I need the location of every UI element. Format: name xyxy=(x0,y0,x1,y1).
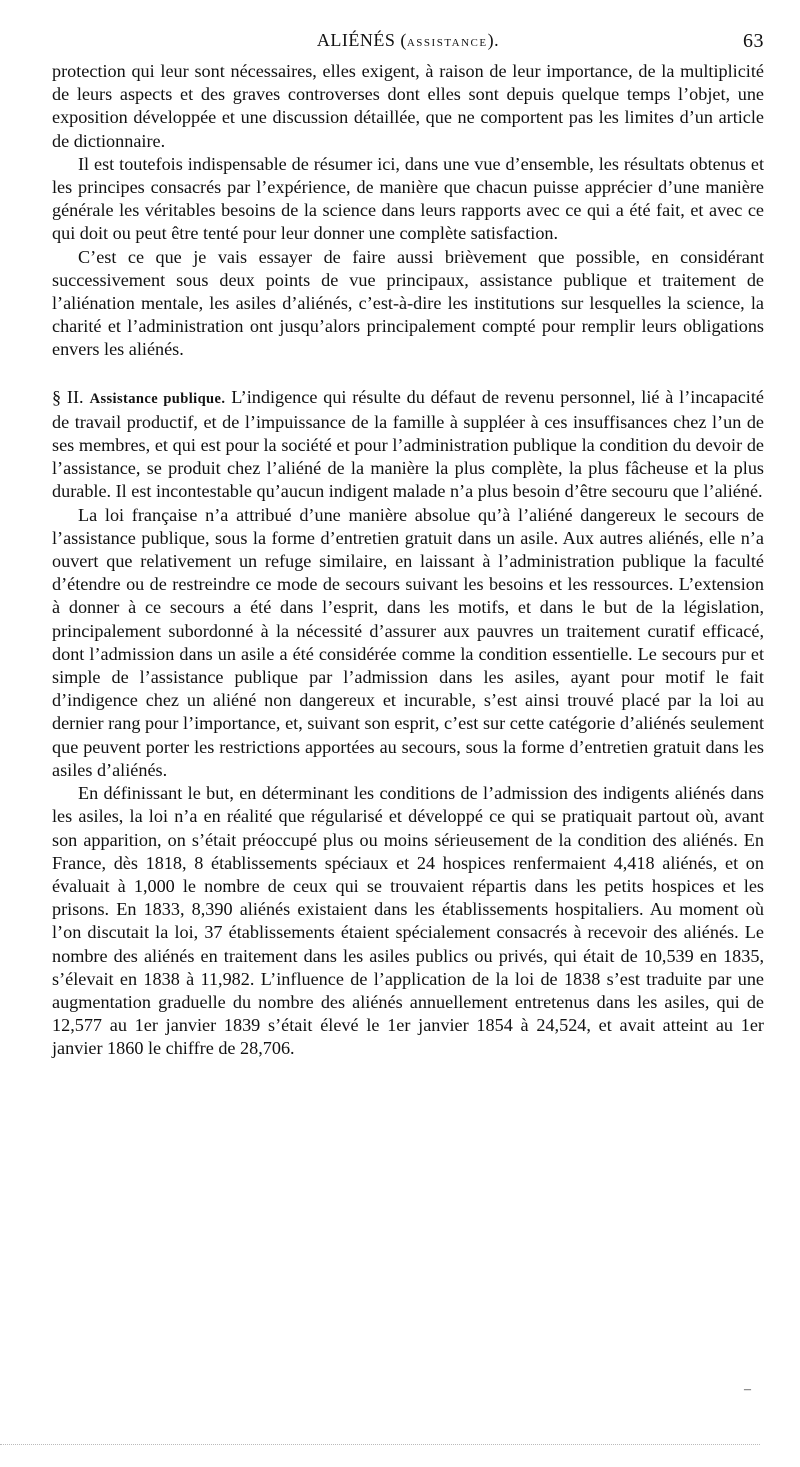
section-number: § II. xyxy=(52,386,84,407)
page-number: 63 xyxy=(743,30,764,52)
section-intro-text: L’indigence qui résulte du défaut de revenu personnel, lié à l’incapacité de travail productif, et de l’impuissance de la famille à suppléer à ces insuffisances chez l’un de ses membres, et qui est pour la société et pour l’administration publique la condition du devoir de l’assistance, se produit chez l’aliéné de la manière la plus complète, la plus fâcheuse et la plus durable. Il est incontestable qu’aucun indigent malade n’a plus besoin d’être secouru que l’aliéné. xyxy=(52,386,764,502)
paragraph: protection qui leur sont nécessaires, elles exigent, à raison de leur importance, de la multiplicité de leurs aspects et des graves controverses dont elles sont depuis quelque temps l’objet, une exposition développée et une discussion détaillée, que ne comportent pas les limites d’un article de dictionnaire. xyxy=(52,61,764,151)
stray-mark: – xyxy=(744,1382,751,1397)
paragraph: La loi française n’a attribué d’une manière absolue qu’à l’aliéné dangereux le secours de l’assistance publique, sous la forme d’entretien gratuit dans un asile. Aux autres aliénés, elle n’a ouvert que relativement un refuge similaire, en laissant à l’administration publique la faculté d’étendre ou de restreindre ce mode de secours suivant les besoins et les ressources. L’extension à donner à ce secours a été dans l’esprit, dans les motifs, et dans le but de la législation, principalement subordonné à la nécessité d’assurer aux pauvres un traitement curatif efficacé, dont l’admission dans un asile a été considérée comme la condition essentielle. Le secours pur et simple de l’assistance publique par l’admission dans les asiles, ayant pour motif le fait d’indigence chez un aliéné non dangereux et incurable, s’est ainsi trouvé placé par la loi au dernier rang pour l’importance, et, suivant son esprit, c’est sur cette catégorie d’aliénés seulement que peuvent porter les restrictions apportées au secours, sous la forme d’entretien gratuit dans les asiles d’aliénés. xyxy=(52,504,764,780)
paragraph: C’est ce que je vais essayer de faire aussi brièvement que possible, en considérant successivement sous deux points de vue principaux, assistance publique et traitement de l’aliénation mentale, les asiles d’aliénés, c’est-à-dire les institutions sur lesquelles la science, la charité et l’administration ont jusqu’alors principalement compté pour remplir leurs obligations envers les aliénés. xyxy=(52,246,764,360)
section-paragraph xyxy=(52,386,764,504)
paragraph: Il est toutefois indispensable de résumer ici, dans une vue d’ensemble, les résultats obtenus et les principes consacrés par l’expérience, de manière que chacun puisse apprécier d’une manière générale les véritables besoins de la science dans leurs rapports avec ce qui a été fait, et avec ce qui doit ou peut être tenté pour leur donner une complète satisfaction. xyxy=(52,153,764,244)
running-head xyxy=(52,30,764,56)
bottom-rule xyxy=(0,1444,760,1445)
running-title-main: ALIÉNÉS ( xyxy=(316,30,407,50)
section-heading: Assistance publique. xyxy=(89,390,226,407)
paragraph: En définissant le but, en déterminant les conditions de l’admission des indigents aliénés dans les asiles, la loi n’a en réalité que régularisé et développé ce qui se pratiquait partout où, avant son apparition, on s’était préoccupé plus ou moins sérieusement de la condition des aliénés. En France, dès 1818, 8 établissements spéciaux et 24 hospices renfermaient 4,418 aliénés, et on évaluait à 1,000 le nombre de ceux qui se trouvaient répartis dans les petits hospices et les prisons. En 1833, 8,390 aliénés existaient dans les établissements hospitaliers. Au moment où l’on discutait la loi, 37 établissements étaient spécialement consacrés à recevoir des aliénés. Le nombre des aliénés en traitement dans les asiles publics ou privés, qui était de 10,539 en 1835, s’élevait en 1838 à 11,982. L’influence de l’application de la loi de 1838 s’est traduite par une augmentation graduelle du nombre des aliénés annuellement entretenus dans les asiles, qui de 12,577 au 1er janvier 1839 s’était élevé le 1er janvier 1854 à 24,524, et avait atteint au 1er janvier 1860 le chiffre de 28,706. xyxy=(52,783,764,1059)
running-title-close: ). xyxy=(487,30,500,50)
body-text xyxy=(52,60,764,1061)
running-title xyxy=(52,30,764,51)
running-title-subtitle: assistance xyxy=(406,34,488,50)
